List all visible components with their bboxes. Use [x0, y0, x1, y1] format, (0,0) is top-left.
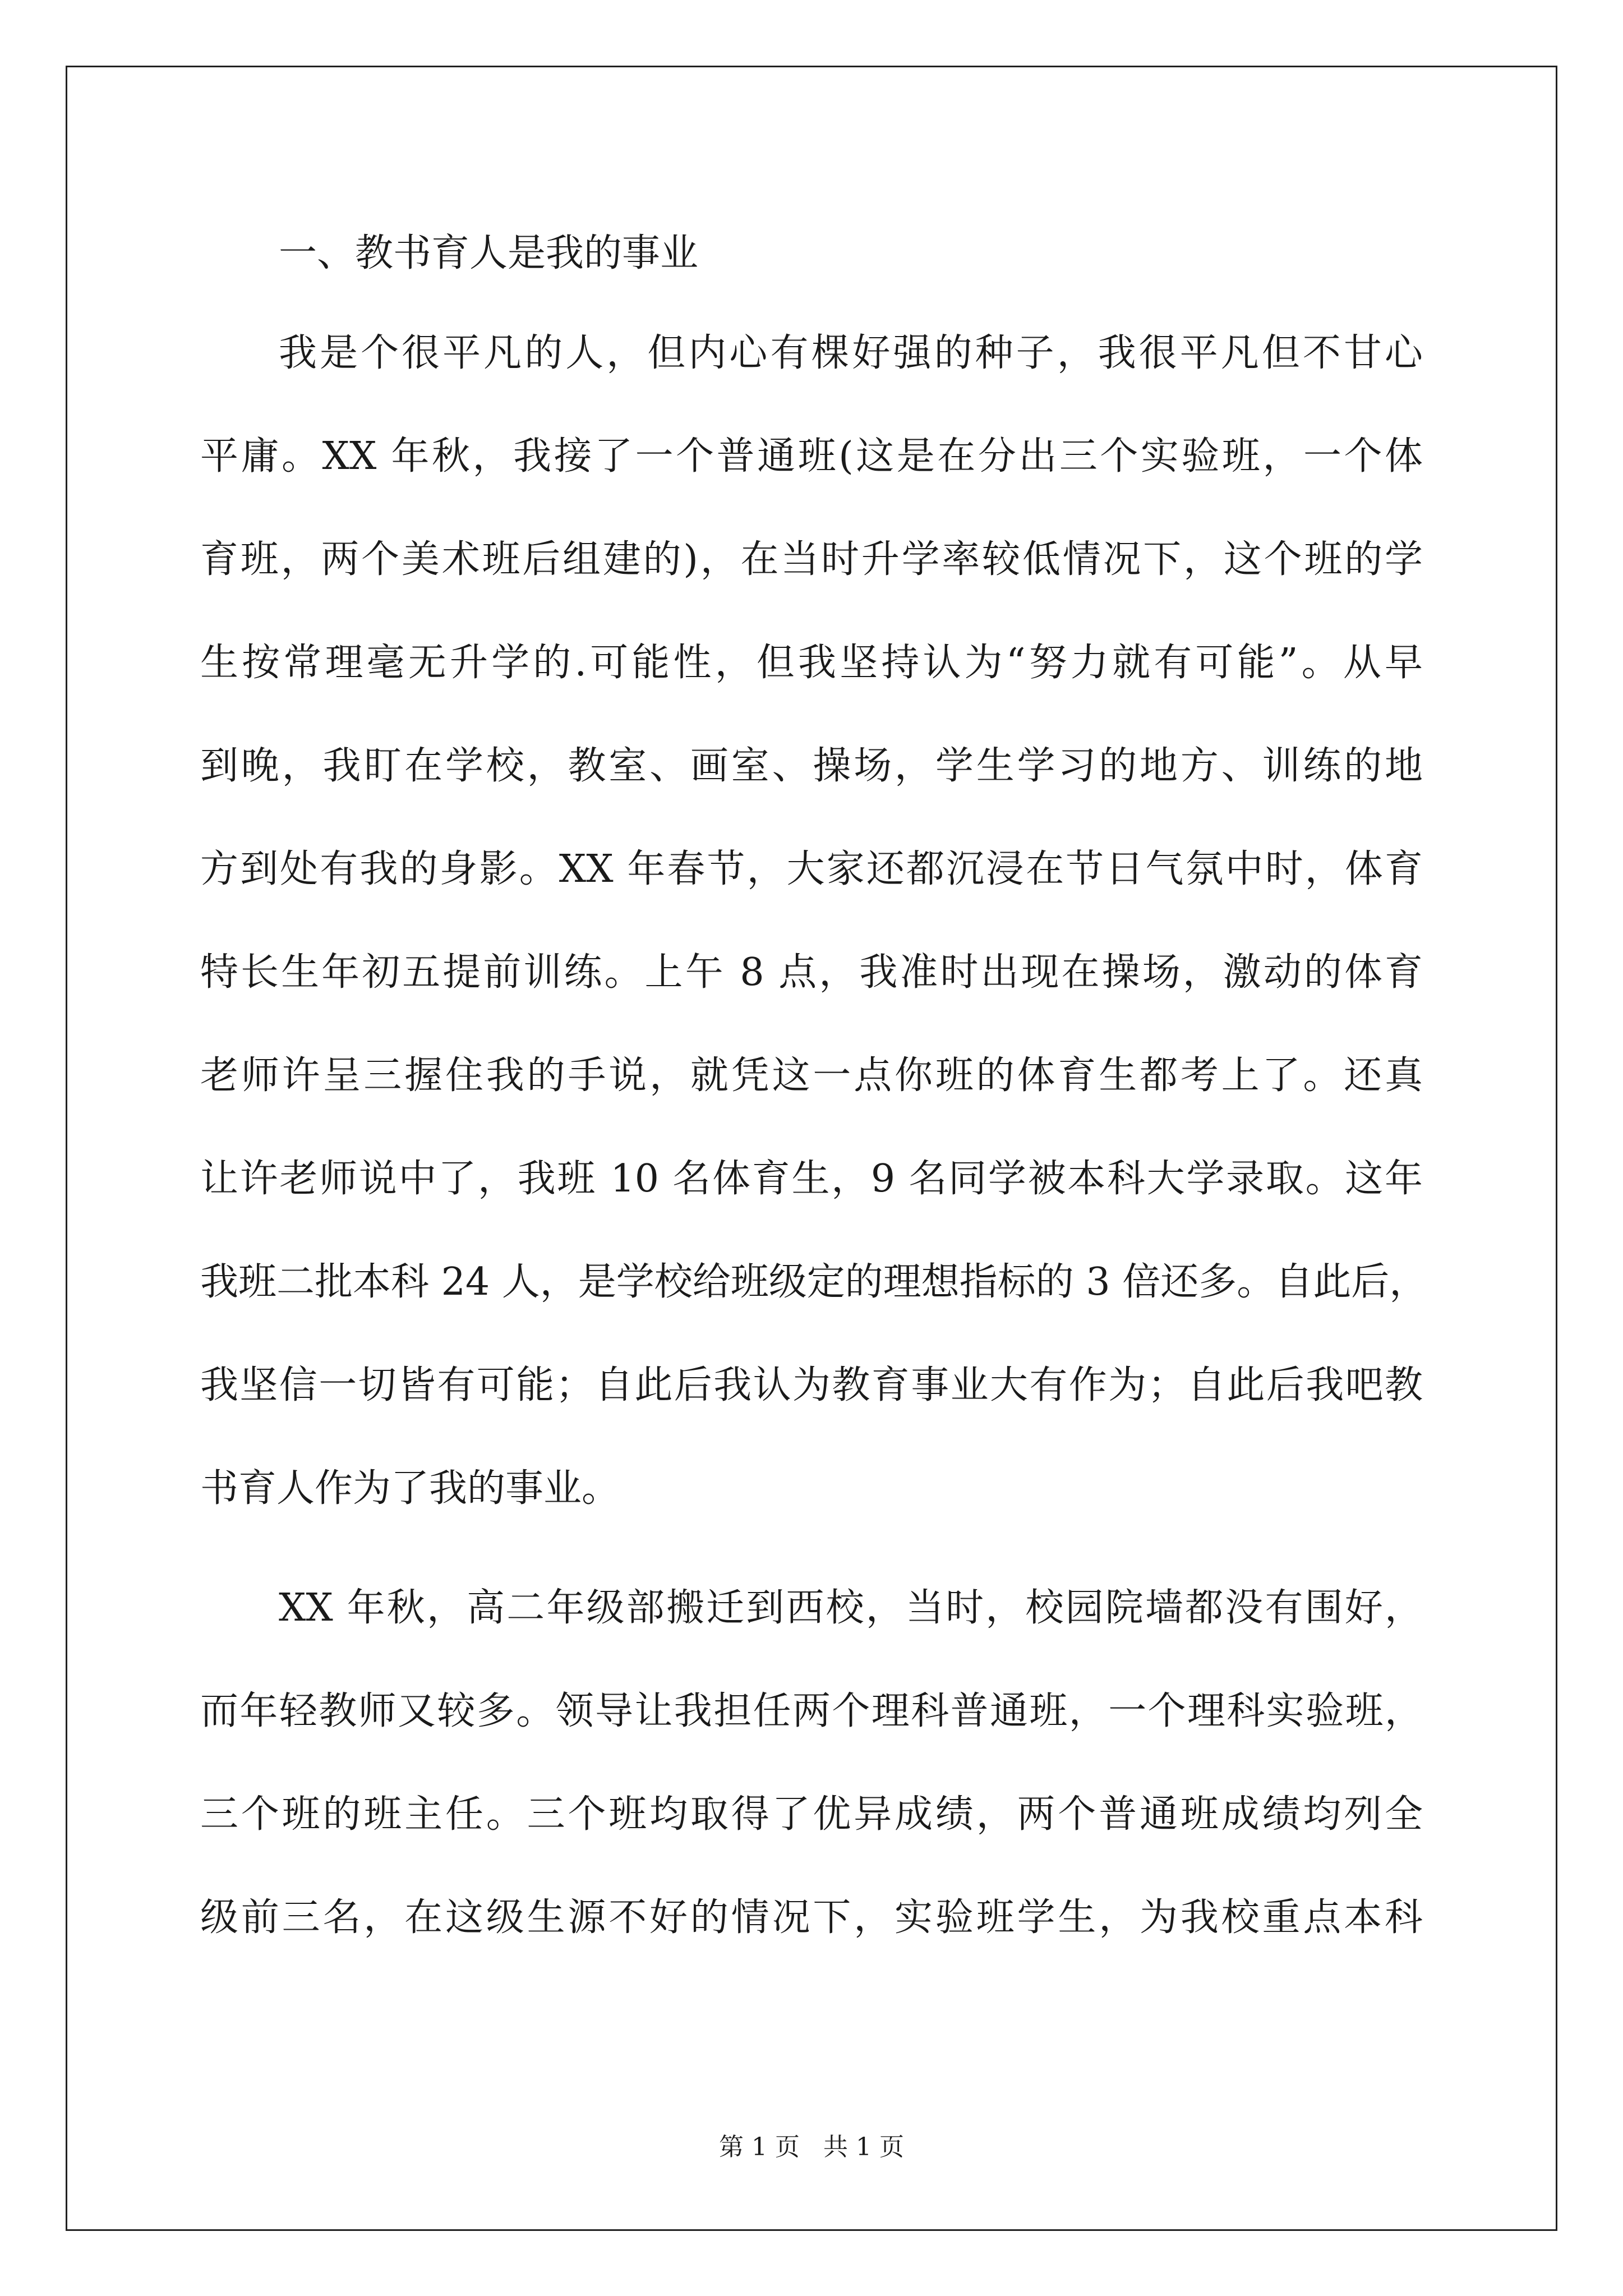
paragraph-line: 方到处有我的身影。XX 年春节，大家还都沉浸在节日气氛中时，体育: [200, 847, 1423, 891]
paragraph-line: 我班二批本科 24 人，是学校给班级定的理想指标的 3 倍还多。自此后，: [200, 1260, 1428, 1304]
paragraph-line: 我坚信一切皆有可能；自此后我认为教育事业大有作为；自此后我吧教: [200, 1363, 1423, 1407]
page-number-footer: 第 1 页 共 1 页: [719, 2133, 904, 2161]
paragraph-line: 老师许呈三握住我的手说，就凭这一点你班的体育生都考上了。还真: [200, 1053, 1423, 1098]
paragraph-line: 我是个很平凡的人，但内心有棵好强的种子，我很平凡但不甘心: [279, 331, 1423, 375]
paragraph-line: 而年轻教师又较多。领导让我担任两个理科普通班，一个理科实验班，: [200, 1689, 1423, 1733]
paragraph-line: 生按常理毫无升学的.可能性，但我坚持认为“努力就有可能”。从早: [200, 641, 1423, 685]
paragraph-line: 级前三名，在这级生源不好的情况下，实验班学生，为我校重点本科: [200, 1895, 1423, 1940]
paragraph-line: 特长生年初五提前训练。上午 8 点，我准时出现在操场，激动的体育: [200, 950, 1423, 995]
paragraph-line: 三个班的班主任。三个班均取得了优异成绩，两个普通班成绩均列全: [200, 1792, 1423, 1837]
paragraph-line: 让许老师说中了，我班 10 名体育生，9 名同学被本科大学录取。这年: [200, 1157, 1423, 1201]
section-heading: 一、教书育人是我的事业: [279, 231, 699, 275]
paragraph-line: XX 年秋，高二年级部搬迁到西校，当时，校园院墙都没有围好，: [279, 1586, 1423, 1630]
paragraph-line: 到晚，我盯在学校，教室、画室、操场，学生学习的地方、训练的地: [200, 744, 1423, 788]
paragraph-line: 育班，两个美术班后组建的)，在当时升学率较低情况下，这个班的学: [200, 537, 1423, 582]
paragraph-line: 平庸。XX 年秋，我接了一个普通班(这是在分出三个实验班，一个体: [200, 434, 1423, 478]
paragraph-line: 书育人作为了我的事业。: [200, 1466, 620, 1511]
